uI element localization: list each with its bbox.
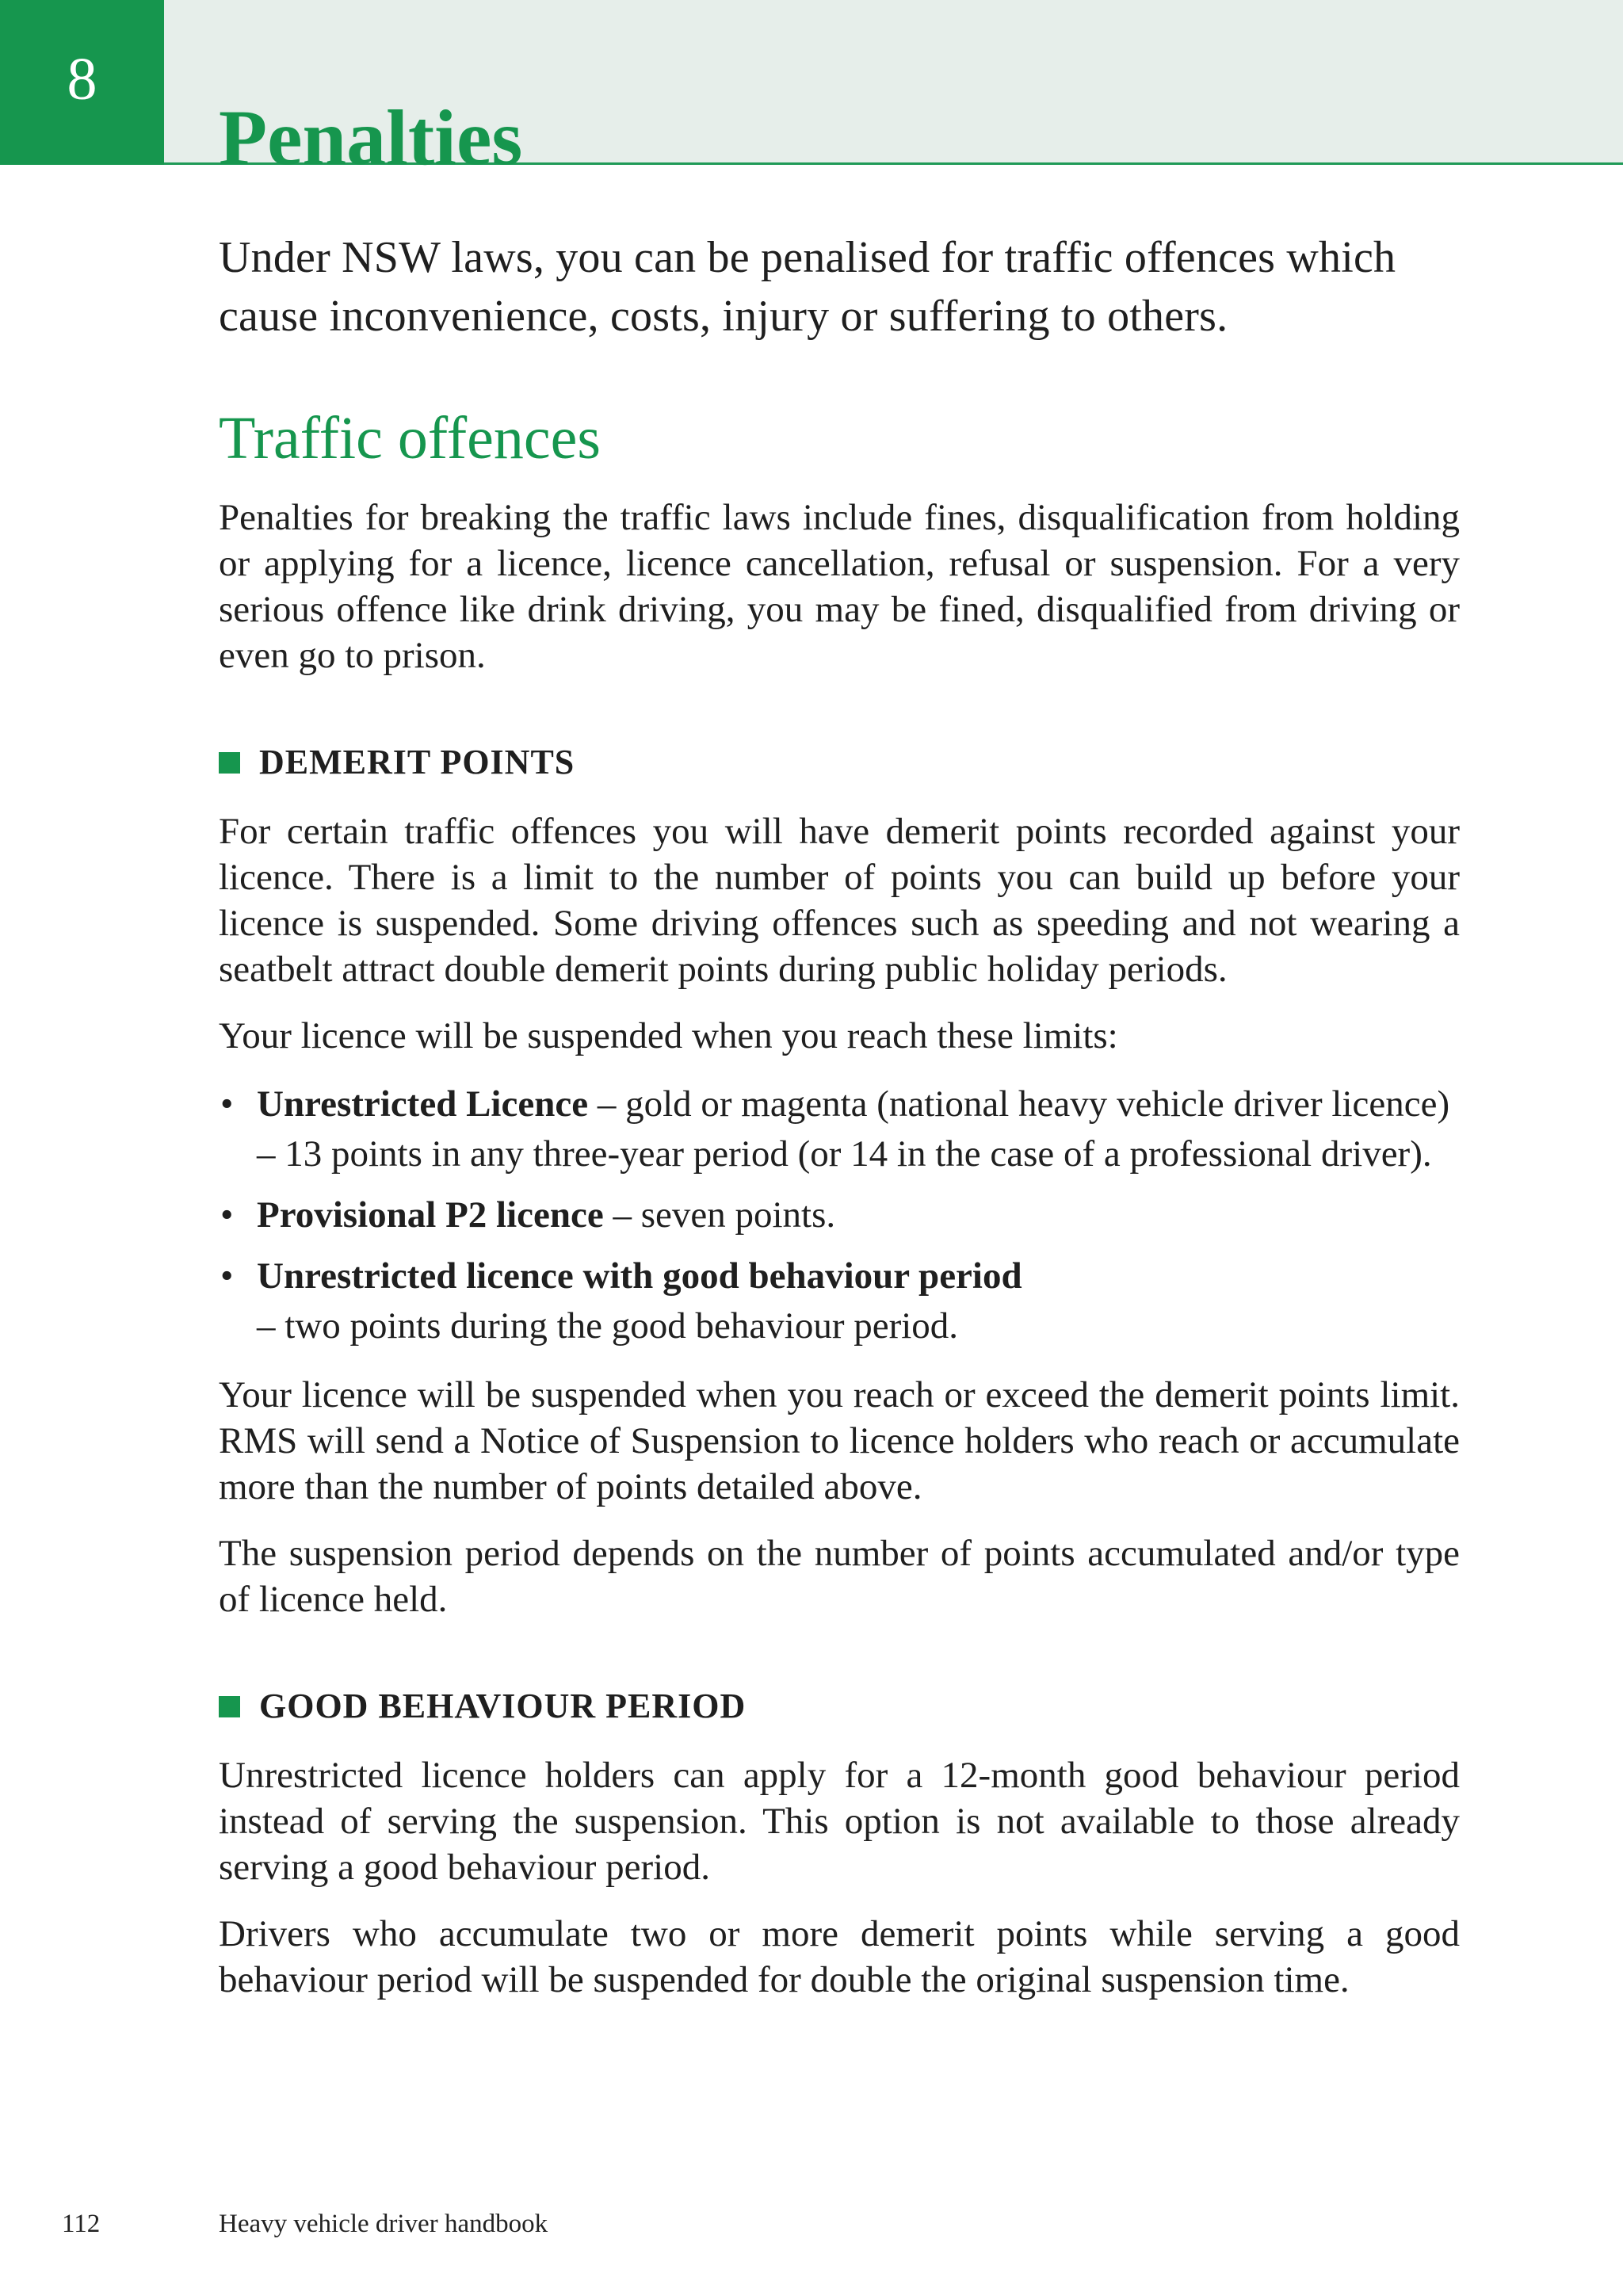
good-behaviour-paragraph-1: Unrestricted licence holders can apply for a 12-month good behaviour period instead of serving the suspension. This option is not available to those already serving a good behaviour period. xyxy=(219,1755,1460,1888)
green-square-bullet-icon xyxy=(219,1696,240,1717)
good-behaviour-paragraph-2: Drivers who accumulate two or more demerit points while serving a good behaviour period will be suspended for double the original suspension time. xyxy=(219,1913,1460,2000)
list-item-text: – seven points. xyxy=(603,1194,836,1236)
list-item-term: Unrestricted Licence xyxy=(257,1083,589,1125)
licence-limits-list xyxy=(219,1079,1460,1351)
list-item-term: Unrestricted licence with good behaviour period xyxy=(257,1255,1022,1297)
bullet-dot-icon: • xyxy=(220,1083,234,1125)
demerit-points-paragraph-1: For certain traffic offences you will have demerit points recorded against your licence. There is a limit to the number of points you can build up before your licence is suspended. Some driving offences such as speeding and not wearing a seatbelt attract double demerit points during public holiday periods. xyxy=(219,811,1460,990)
page-content xyxy=(219,228,1460,2003)
book-title: Heavy vehicle driver handbook xyxy=(219,2210,548,2238)
demerit-points-paragraph-3: Your licence will be suspended when you reach or exceed the demerit points limit. RMS will send a Notice of Suspension to licence holders who reach or accumulate more than the number of points detailed above. xyxy=(219,1374,1460,1507)
section-title-traffic-offences: Traffic offences xyxy=(219,405,601,472)
chapter-number-box xyxy=(0,0,164,165)
chapter-number: 8 xyxy=(67,46,97,113)
subheading-demerit-points xyxy=(219,740,1460,785)
traffic-offences-paragraph: Penalties for breaking the traffic laws include fines, disqualification from holding or applying for a licence, licence cancellation, refusal or suspension. For a very serious offence like drink driving, you may be fined, disqualified from driving or even go to prison. xyxy=(219,497,1460,676)
demerit-points-paragraph-2: Your licence will be suspended when you reach these limits: xyxy=(219,1015,1118,1056)
subheading-good-behaviour-period xyxy=(219,1684,1460,1729)
bullet-dot-icon: • xyxy=(220,1255,234,1297)
subheading-label: GOOD BEHAVIOUR PERIOD xyxy=(259,1687,747,1725)
page-title: Penalties xyxy=(219,94,523,181)
list-item xyxy=(219,1079,1460,1179)
list-item xyxy=(219,1190,1460,1240)
list-item xyxy=(219,1251,1460,1351)
list-item-text: – gold or magenta (national heavy vehicle driver licence) – 13 points in any three-year period (or 14 in the case of a professional driver). xyxy=(257,1083,1450,1175)
page-footer xyxy=(62,2208,548,2240)
list-item-text: – two points during the good behaviour period. xyxy=(257,1305,959,1347)
green-square-bullet-icon xyxy=(219,752,240,774)
demerit-points-paragraph-4: The suspension period depends on the number of points accumulated and/or type of licence held. xyxy=(219,1533,1460,1620)
page-number: 112 xyxy=(62,2210,101,2238)
bullet-dot-icon: • xyxy=(220,1194,234,1236)
list-item-term: Provisional P2 licence xyxy=(257,1194,604,1236)
subheading-label: DEMERIT POINTS xyxy=(259,743,575,781)
intro-paragraph: Under NSW laws, you can be penalised for traffic offences which cause inconvenience, costs, injury or suffering to others. xyxy=(219,233,1396,341)
